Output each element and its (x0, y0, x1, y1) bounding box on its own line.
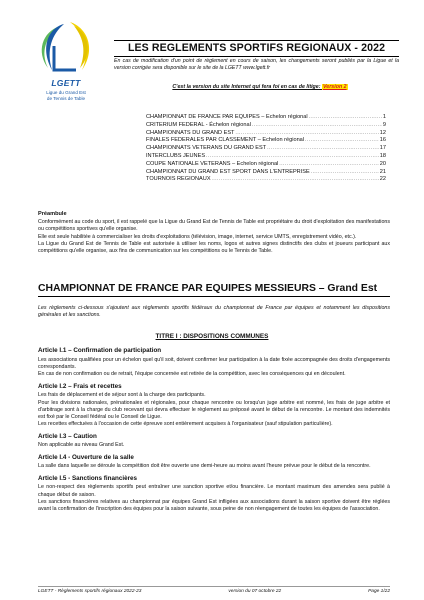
preamble-heading: Préambule (38, 211, 67, 217)
toc-label: CHAMPIONNATS VETERANS DU GRAND EST (146, 145, 267, 152)
toc-page-number: 12 (379, 129, 386, 136)
toc-label: CHAMPIONNAT DU GRAND EST SPORT DANS L'ENTREPRISE (146, 168, 310, 175)
article-heading: Article I.5 - Sanctions financières (38, 474, 138, 482)
logo-brand: LGETT (51, 78, 81, 88)
toc-label: CRITERIUM FEDERAL - Échelon régional (146, 121, 251, 128)
article (38, 475, 390, 514)
footer-center: version du 07 octobre 22 (228, 589, 282, 594)
article (38, 433, 390, 450)
toc-entry[interactable] (146, 114, 386, 122)
page-footer (38, 586, 390, 594)
version-notice (130, 84, 390, 90)
titre-heading: TITRE I : DISPOSITIONS COMMUNES (155, 333, 269, 340)
version-text: C'est la version du site Internet qui fera foi en cas de litige: (172, 84, 322, 90)
lgett-logo (30, 18, 102, 101)
toc-leader-dots (212, 176, 379, 181)
toc-entry[interactable] (146, 122, 386, 130)
article-heading: Article I.3 – Caution (38, 432, 97, 440)
article-paragraph: En cas de non confirmation ou de retrait, l'équipe concernée est retirée de la compétition, avec les conséquences qui en découlent. (38, 371, 346, 378)
toc-leader-dots (305, 137, 379, 142)
toc-page-number: 18 (379, 152, 386, 159)
toc-label: CHAMPIONNAT DE FRANCE PAR EQUIPES – Echelon régional (146, 114, 308, 120)
toc-entry[interactable] (146, 137, 386, 145)
toc-entry[interactable] (146, 130, 386, 138)
article-paragraph: Les sanctions financières relatives au championnat par équipes Grand Est infligées aux associations durant la saison sportive doivent être réglées avant la confirmation de l'inscription des équipes pour la saison suivante, sous peine de non réengagement de toutes les équipes de l'association. (38, 499, 390, 513)
article-paragraph: Les associations qualifiées pour un échelon quel qu'il soit, doivent confirmer leur participation à la date fixée accompagnée des droits d'engagements correspondants. (38, 356, 390, 370)
toc-leader-dots (267, 145, 379, 150)
version-highlight: Version 2 (322, 84, 347, 90)
header-intro: En cas de modification d'un point de règlement en cours de saison, les changements seront publiés par la Ligue et la version corrigée sera disponible sur le site de la LGETT www.lgett.fr (114, 58, 399, 72)
toc-label: CHAMPIONNATS DU GRAND EST (146, 129, 235, 136)
toc-page-number: 21 (379, 168, 386, 175)
article (38, 383, 390, 429)
document-title: LES REGLEMENTS SPORTIFS REGIONAUX - 2022 (127, 42, 386, 54)
toc-entry[interactable] (146, 176, 386, 184)
toc-leader-dots (311, 169, 379, 174)
preamble (38, 211, 390, 256)
toc-page-number: 9 (382, 121, 386, 128)
toc-entry[interactable] (146, 161, 386, 169)
article (38, 347, 390, 379)
preamble-paragraph: Elle est seule habilitée à commercialiser les droits d'exploitations (télévision, image, internet, service UMTS, enregistrement vidéo, etc.). (38, 233, 357, 240)
article-paragraph: Les recettes effectuées à l'occasion de cette épreuve sont entièrement acquises à l'organisateur (sauf stipulation particulière). (38, 421, 333, 428)
preamble-paragraph: La Ligue du Grand Est de Tennis de Table est autorisée à utiliser les noms, logos et autres signes distinctifs des clubs et joueurs participant aux compétitions qu'elle organise, aux fins de communication sur les compétitions ou le Tennis de Table. (38, 241, 390, 255)
toc-leader-dots (279, 161, 378, 166)
toc-page-number: 22 (379, 176, 386, 183)
toc-entry[interactable] (146, 169, 386, 177)
article-paragraph: La salle dans laquelle se déroule la compétition doit être ouverte une demi-heure au moins avant l'heure prévue pour le début de la rencontre. (38, 463, 371, 470)
footer-page: Page 1/22 (368, 589, 390, 594)
article-heading: Article I.2 – Frais et recettes (38, 382, 122, 390)
toc-leader-dots (309, 114, 382, 119)
section-intro: Les règlements ci-dessous s'ajoutent aux règlements sportifs fédéraux du championnat de France par équipes et notamment les dispositions générales et les sanctions. (38, 305, 390, 319)
preamble-paragraph: Conformément au code du sport, il est rappelé que la Ligue du Grand Est de Tennis de Table est propriétaire du droit d'exploitation des manifestations ou compétitions sportives qu'elle organise. (38, 218, 390, 233)
lgett-emblem-icon (30, 18, 102, 80)
footer-left: LGETT - Règlements sportifs régionaux 2022-23 (38, 589, 142, 594)
toc-label: FINALES FEDERALES PAR CLASSEMENT – Echelon régional (146, 137, 305, 144)
toc-entry[interactable] (146, 145, 386, 153)
articles (38, 347, 390, 518)
toc-label: COUPE NATIONALE VETERANS – Echelon régional (146, 160, 279, 167)
toc-label: INTERCLUBS JEUNES (146, 152, 206, 159)
article-paragraph: Pour les divisions nationales, prénationales et régionales, pour chaque rencontre ou lorsqu'un juge arbitre est nommé, les frais de juge arbitre et d'arbitrage sont à la charge du club recevant qui devra effectuer le règlement au préposé avant le début de la rencontre. Le montant des indemnités est fixé par le Conseil fédéral ou le Conseil de Ligue. (38, 399, 390, 421)
article-paragraph: Les frais de déplacement et de séjour sont à la charge des participants. (38, 392, 206, 399)
toc-leader-dots (252, 122, 382, 127)
table-of-contents (146, 114, 386, 184)
section-title: CHAMPIONNAT DE FRANCE PAR EQUIPES MESSIEURS – Grand Est (38, 283, 390, 297)
toc-page-number: 20 (379, 160, 386, 167)
toc-entry[interactable] (146, 153, 386, 161)
toc-leader-dots (206, 153, 379, 158)
article-heading: Article I.1 – Confirmation de participation (38, 347, 162, 354)
toc-page-number: 1 (382, 114, 386, 120)
toc-leader-dots (235, 130, 378, 135)
article (38, 454, 390, 471)
logo-tagline: Ligue du Grand Est de Tennis de Table (46, 90, 86, 101)
article-paragraph: Non applicable au niveau Grand Est. (38, 442, 125, 449)
toc-page-number: 16 (379, 137, 386, 144)
toc-label: TOURNOIS REGIONAUX (146, 176, 211, 183)
document-title-box (114, 40, 399, 57)
toc-page-number: 17 (379, 145, 386, 152)
article-paragraph: Le non-respect des règlements sportifs peut entraîner une sanction sportive et/ou financière. Le montant maximum des amendes sera publié à chaque début de saison. (38, 484, 390, 498)
article-heading: Article I.4 - Ouverture de la salle (38, 453, 134, 461)
